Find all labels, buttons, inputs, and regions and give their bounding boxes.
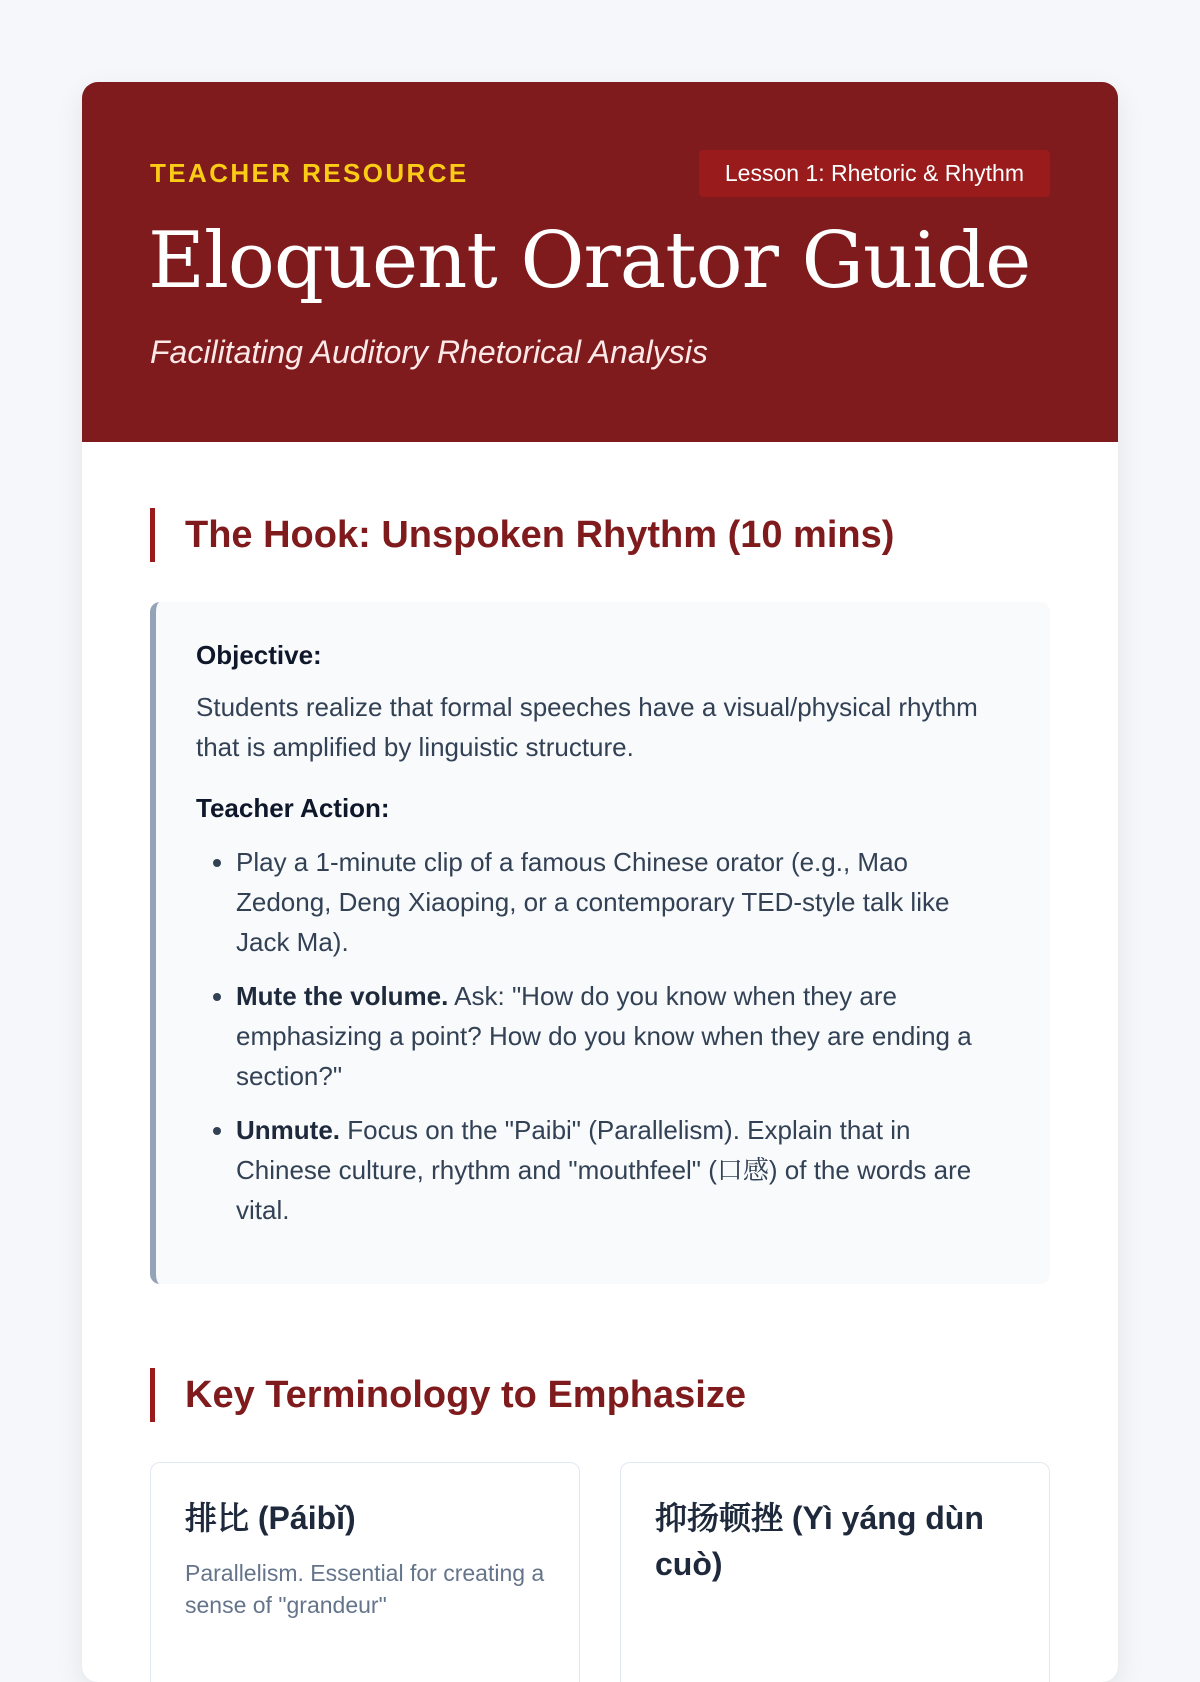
hook-panel <box>150 602 1050 1284</box>
header-banner <box>82 82 1118 442</box>
list-item <box>236 1110 1002 1230</box>
list-item <box>236 976 1002 1096</box>
page-title: Eloquent Orator Guide <box>148 216 1031 306</box>
teacher-action-list <box>196 842 1002 1230</box>
hook-heading: The Hook: Unspoken Rhythm (10 mins) <box>150 508 1050 562</box>
list-item <box>236 842 1002 962</box>
term-title: 排比 (Páibǐ) <box>185 1500 356 1536</box>
objective-label: Objective: <box>196 640 322 670</box>
guide-body <box>82 442 1118 1682</box>
teacher-action-label: Teacher Action: <box>196 793 390 823</box>
objective-text: Students realize that formal speeches have a visual/physical rhythm that is amplified by linguistic structure. <box>196 692 978 762</box>
lesson-badge: Lesson 1: Rhetoric & Rhythm <box>699 150 1050 197</box>
term-card-paibi <box>150 1462 580 1682</box>
action-emphasis: Mute the volume. <box>236 981 449 1011</box>
action-text: Focus on the "Paibi" (Parallelism). Explain that in Chinese culture, rhythm and "mouthfeel" (口感) of the words are vital. <box>236 1115 972 1225</box>
action-text: Play a 1-minute clip of a famous Chinese orator (e.g., Mao Zedong, Deng Xiaoping, or a contemporary TED-style talk like Jack Ma). <box>236 847 950 957</box>
term-title: 抑扬顿挫 (Yì yáng dùn cuò) <box>655 1500 984 1582</box>
page-subtitle: Facilitating Auditory Rhetorical Analysis <box>150 334 708 370</box>
action-emphasis: Unmute. <box>236 1115 340 1145</box>
resource-label: TEACHER RESOURCE <box>150 158 469 188</box>
guide-card <box>82 82 1118 1682</box>
term-description: Parallelism. Essential for creating a sense of "grandeur" <box>185 1560 545 1618</box>
term-grid <box>150 1462 1050 1682</box>
action-text: Ask: "How do you know when they are emphasizing a point? How do you know when they are ending a section?" <box>236 981 972 1091</box>
term-card-yiyang <box>620 1462 1050 1682</box>
terminology-heading: Key Terminology to Emphasize <box>150 1368 1050 1422</box>
